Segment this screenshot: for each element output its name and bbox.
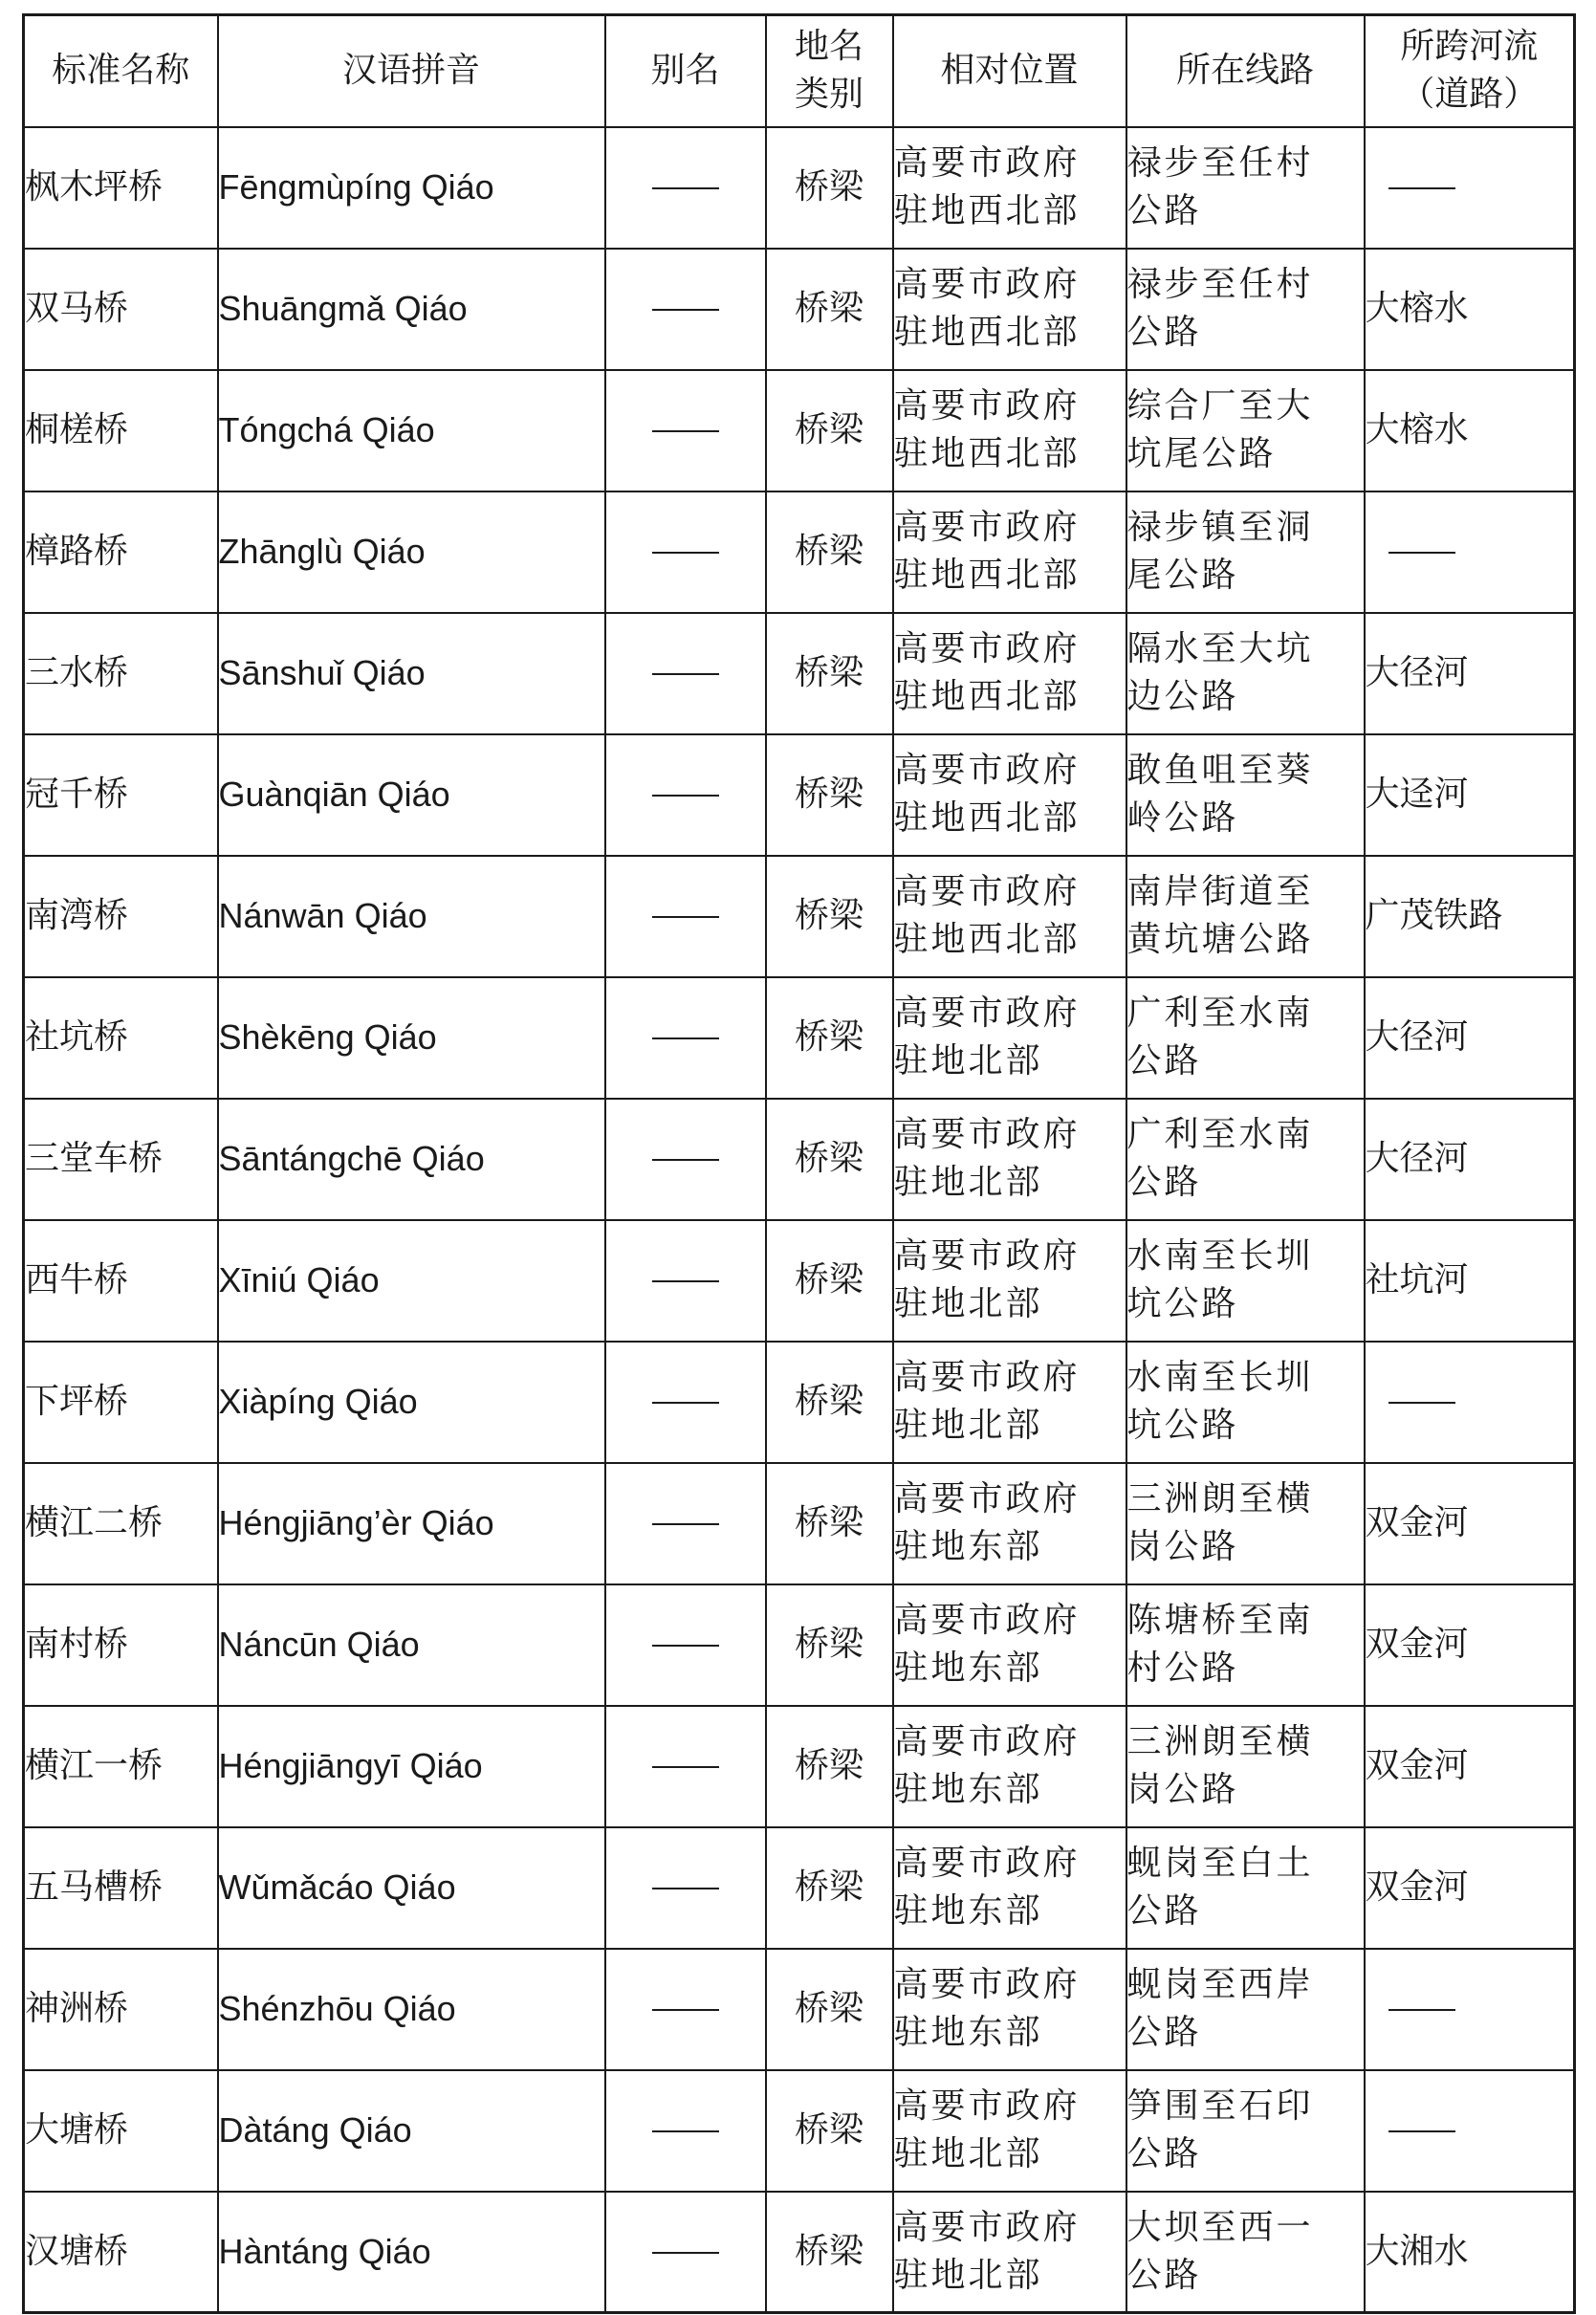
cell-route bbox=[1126, 1706, 1365, 1827]
cell-category: 桥梁 bbox=[766, 1463, 893, 1584]
cell-alias bbox=[605, 127, 766, 249]
cell-route bbox=[1126, 1463, 1365, 1584]
cell-crossed-river: 社坑河 bbox=[1365, 1220, 1575, 1342]
table-row bbox=[24, 1463, 1575, 1584]
cell-pinyin: Wǔmǎcáo Qiáo bbox=[218, 1827, 605, 1949]
cell-standard-name: 三水桥 bbox=[24, 613, 218, 734]
header-alias: 别名 bbox=[605, 15, 766, 127]
route-line1: 敢鱼咀至葵 bbox=[1126, 751, 1314, 790]
position-line1: 高要市政府 bbox=[893, 872, 1081, 911]
table-row bbox=[24, 856, 1575, 977]
position-line1: 高要市政府 bbox=[893, 265, 1081, 304]
position-line1: 高要市政府 bbox=[893, 2207, 1081, 2247]
cell-pinyin: Sānshuǐ Qiáo bbox=[218, 613, 605, 734]
table-row bbox=[24, 977, 1575, 1099]
table-body bbox=[24, 127, 1575, 2313]
cell-standard-name: 下坪桥 bbox=[24, 1342, 218, 1463]
cell-crossed-river: 大径河 bbox=[1365, 1099, 1575, 1220]
cell-category: 桥梁 bbox=[766, 2192, 893, 2313]
route-line2: 公路 bbox=[1126, 2134, 1202, 2173]
table-row bbox=[24, 249, 1575, 370]
table-row bbox=[24, 1099, 1575, 1220]
cell-standard-name: 冠千桥 bbox=[24, 734, 218, 856]
cell-crossed-river: 大榕水 bbox=[1365, 370, 1575, 491]
route-line1: 南岸街道至 bbox=[1126, 872, 1314, 911]
cell-crossed-river: 双金河 bbox=[1365, 1706, 1575, 1827]
cell-crossed-river bbox=[1365, 2070, 1575, 2192]
header-river-line2: （道路） bbox=[1400, 75, 1539, 115]
bridge-gazetteer-table bbox=[22, 13, 1576, 2314]
cell-route bbox=[1126, 249, 1365, 370]
cell-category: 桥梁 bbox=[766, 127, 893, 249]
route-line2: 公路 bbox=[1126, 2013, 1202, 2052]
cell-crossed-river bbox=[1365, 1949, 1575, 2070]
position-line1: 高要市政府 bbox=[893, 1844, 1081, 1883]
cell-alias bbox=[605, 1584, 766, 1706]
cell-alias bbox=[605, 1099, 766, 1220]
cell-relative-position bbox=[893, 977, 1126, 1099]
position-line1: 高要市政府 bbox=[893, 1358, 1081, 1397]
cell-route bbox=[1126, 977, 1365, 1099]
cell-standard-name: 枫木坪桥 bbox=[24, 127, 218, 249]
table-row bbox=[24, 1220, 1575, 1342]
position-line2: 驻地西北部 bbox=[893, 191, 1081, 230]
route-line1: 笋围至石印 bbox=[1126, 2086, 1314, 2126]
cell-crossed-river bbox=[1365, 127, 1575, 249]
position-line2: 驻地西北部 bbox=[893, 556, 1081, 595]
cell-alias bbox=[605, 249, 766, 370]
route-line2: 黄坑塘公路 bbox=[1126, 920, 1314, 959]
position-line2: 驻地东部 bbox=[893, 1770, 1043, 1809]
cell-alias bbox=[605, 491, 766, 613]
position-line2: 驻地北部 bbox=[893, 2255, 1043, 2295]
cell-crossed-river: 广茂铁路 bbox=[1365, 856, 1575, 977]
route-line2: 公路 bbox=[1126, 313, 1202, 352]
cell-standard-name: 樟路桥 bbox=[24, 491, 218, 613]
cell-route bbox=[1126, 1099, 1365, 1220]
route-line2: 公路 bbox=[1126, 2255, 1202, 2295]
position-line2: 驻地西北部 bbox=[893, 920, 1081, 959]
position-line2: 驻地北部 bbox=[893, 2134, 1043, 2173]
cell-alias-dash bbox=[652, 1037, 719, 1039]
header-route: 所在线路 bbox=[1126, 15, 1365, 127]
cell-crossed-river: 双金河 bbox=[1365, 1463, 1575, 1584]
cell-category: 桥梁 bbox=[766, 2070, 893, 2192]
cell-relative-position bbox=[893, 2070, 1126, 2192]
position-line2: 驻地北部 bbox=[893, 1406, 1043, 1445]
cell-pinyin: Xīniú Qiáo bbox=[218, 1220, 605, 1342]
route-line2: 岭公路 bbox=[1126, 798, 1239, 838]
cell-alias bbox=[605, 613, 766, 734]
cell-alias-dash bbox=[652, 916, 719, 918]
cell-alias-dash bbox=[652, 2009, 719, 2011]
cell-pinyin: Náncūn Qiáo bbox=[218, 1584, 605, 1706]
cell-crossed-river-dash bbox=[1388, 552, 1455, 554]
cell-alias-dash bbox=[652, 309, 719, 311]
cell-route bbox=[1126, 370, 1365, 491]
cell-pinyin: Shuāngmǎ Qiáo bbox=[218, 249, 605, 370]
cell-crossed-river-dash bbox=[1388, 2130, 1455, 2132]
cell-alias bbox=[605, 1342, 766, 1463]
route-line1: 隔水至大坑 bbox=[1126, 629, 1314, 668]
cell-relative-position bbox=[893, 856, 1126, 977]
cell-pinyin: Dàtáng Qiáo bbox=[218, 2070, 605, 2192]
route-line2: 公路 bbox=[1126, 1163, 1202, 1202]
route-line1: 蚬岗至西岸 bbox=[1126, 1965, 1314, 2004]
position-line2: 驻地西北部 bbox=[893, 434, 1081, 473]
cell-alias-dash bbox=[652, 2130, 719, 2132]
cell-alias-dash bbox=[652, 187, 719, 189]
cell-standard-name: 横江二桥 bbox=[24, 1463, 218, 1584]
cell-alias-dash bbox=[652, 430, 719, 432]
route-line2: 坑公路 bbox=[1126, 1406, 1239, 1445]
cell-route bbox=[1126, 1342, 1365, 1463]
cell-route bbox=[1126, 491, 1365, 613]
position-line2: 驻地北部 bbox=[893, 1163, 1043, 1202]
cell-alias-dash bbox=[652, 2252, 719, 2254]
header-river-line1: 所跨河流 bbox=[1400, 27, 1539, 67]
cell-crossed-river-dash bbox=[1388, 1402, 1455, 1404]
route-line1: 水南至长圳 bbox=[1126, 1358, 1314, 1397]
cell-alias bbox=[605, 1827, 766, 1949]
cell-route bbox=[1126, 1584, 1365, 1706]
cell-category: 桥梁 bbox=[766, 491, 893, 613]
cell-alias bbox=[605, 1463, 766, 1584]
position-line1: 高要市政府 bbox=[893, 1722, 1081, 1761]
route-line1: 三洲朗至横 bbox=[1126, 1479, 1314, 1518]
cell-pinyin: Fēngmùpíng Qiáo bbox=[218, 127, 605, 249]
position-line1: 高要市政府 bbox=[893, 1965, 1081, 2004]
position-line1: 高要市政府 bbox=[893, 751, 1081, 790]
table-row bbox=[24, 127, 1575, 249]
position-line2: 驻地北部 bbox=[893, 1041, 1043, 1081]
table-row bbox=[24, 2070, 1575, 2192]
cell-alias bbox=[605, 856, 766, 977]
route-line1: 禄步镇至洞 bbox=[1126, 508, 1314, 547]
table-row bbox=[24, 1342, 1575, 1463]
cell-alias-dash bbox=[652, 1766, 719, 1768]
cell-alias bbox=[605, 1706, 766, 1827]
cell-alias bbox=[605, 2192, 766, 2313]
cell-pinyin: Sāntángchē Qiáo bbox=[218, 1099, 605, 1220]
cell-category: 桥梁 bbox=[766, 249, 893, 370]
cell-crossed-river-dash bbox=[1388, 187, 1455, 189]
cell-category: 桥梁 bbox=[766, 977, 893, 1099]
cell-standard-name: 桐槎桥 bbox=[24, 370, 218, 491]
cell-route bbox=[1126, 613, 1365, 734]
cell-route bbox=[1126, 856, 1365, 977]
cell-route bbox=[1126, 2070, 1365, 2192]
route-line1: 水南至长圳 bbox=[1126, 1236, 1314, 1276]
position-line1: 高要市政府 bbox=[893, 1601, 1081, 1640]
cell-standard-name: 神洲桥 bbox=[24, 1949, 218, 2070]
cell-relative-position bbox=[893, 1827, 1126, 1949]
cell-alias-dash bbox=[652, 1645, 719, 1647]
table-row bbox=[24, 370, 1575, 491]
position-line1: 高要市政府 bbox=[893, 1479, 1081, 1518]
cell-category: 桥梁 bbox=[766, 613, 893, 734]
table-row bbox=[24, 613, 1575, 734]
route-line2: 村公路 bbox=[1126, 1649, 1239, 1688]
header-crossed-river bbox=[1365, 15, 1575, 127]
cell-standard-name: 五马槽桥 bbox=[24, 1827, 218, 1949]
cell-relative-position bbox=[893, 1584, 1126, 1706]
position-line2: 驻地西北部 bbox=[893, 798, 1081, 838]
cell-crossed-river: 大径河 bbox=[1365, 613, 1575, 734]
table-row bbox=[24, 2192, 1575, 2313]
cell-alias bbox=[605, 1949, 766, 2070]
cell-pinyin: Hàntáng Qiáo bbox=[218, 2192, 605, 2313]
cell-category: 桥梁 bbox=[766, 370, 893, 491]
table-row bbox=[24, 491, 1575, 613]
route-line1: 三洲朗至横 bbox=[1126, 1722, 1314, 1761]
cell-pinyin: Tóngchá Qiáo bbox=[218, 370, 605, 491]
cell-alias bbox=[605, 2070, 766, 2192]
cell-pinyin: Shénzhōu Qiáo bbox=[218, 1949, 605, 2070]
cell-standard-name: 三堂车桥 bbox=[24, 1099, 218, 1220]
position-line2: 驻地北部 bbox=[893, 1284, 1043, 1323]
cell-relative-position bbox=[893, 1342, 1126, 1463]
table-row bbox=[24, 1949, 1575, 2070]
cell-standard-name: 南湾桥 bbox=[24, 856, 218, 977]
cell-standard-name: 大塘桥 bbox=[24, 2070, 218, 2192]
cell-relative-position bbox=[893, 734, 1126, 856]
cell-relative-position bbox=[893, 127, 1126, 249]
header-standard-name: 标准名称 bbox=[24, 15, 218, 127]
route-line1: 广利至水南 bbox=[1126, 994, 1314, 1033]
cell-category: 桥梁 bbox=[766, 1827, 893, 1949]
table-row bbox=[24, 1706, 1575, 1827]
position-line2: 驻地东部 bbox=[893, 1891, 1043, 1931]
cell-crossed-river bbox=[1365, 1342, 1575, 1463]
cell-relative-position bbox=[893, 249, 1126, 370]
cell-standard-name: 西牛桥 bbox=[24, 1220, 218, 1342]
route-line2: 岗公路 bbox=[1126, 1770, 1239, 1809]
position-line1: 高要市政府 bbox=[893, 1236, 1081, 1276]
route-line2: 公路 bbox=[1126, 191, 1202, 230]
cell-crossed-river: 大径河 bbox=[1365, 977, 1575, 1099]
cell-standard-name: 汉塘桥 bbox=[24, 2192, 218, 2313]
cell-route bbox=[1126, 127, 1365, 249]
cell-alias-dash bbox=[652, 795, 719, 797]
table-row bbox=[24, 734, 1575, 856]
table-row bbox=[24, 1584, 1575, 1706]
header-category-line1: 地名 bbox=[794, 27, 864, 67]
route-line1: 大坝至西一 bbox=[1126, 2207, 1314, 2247]
cell-relative-position bbox=[893, 1099, 1126, 1220]
cell-pinyin: Xiàpíng Qiáo bbox=[218, 1342, 605, 1463]
cell-alias bbox=[605, 370, 766, 491]
route-line1: 陈塘桥至南 bbox=[1126, 1601, 1314, 1640]
cell-pinyin: Guànqiān Qiáo bbox=[218, 734, 605, 856]
cell-category: 桥梁 bbox=[766, 1949, 893, 2070]
route-line2: 尾公路 bbox=[1126, 556, 1239, 595]
cell-relative-position bbox=[893, 1949, 1126, 2070]
position-line1: 高要市政府 bbox=[893, 994, 1081, 1033]
cell-alias-dash bbox=[652, 673, 719, 675]
route-line2: 坑尾公路 bbox=[1126, 434, 1277, 473]
position-line2: 驻地东部 bbox=[893, 2013, 1043, 2052]
cell-route bbox=[1126, 1949, 1365, 2070]
cell-pinyin: Zhānglù Qiáo bbox=[218, 491, 605, 613]
route-line1: 蚬岗至白土 bbox=[1126, 1844, 1314, 1883]
position-line1: 高要市政府 bbox=[893, 386, 1081, 426]
position-line1: 高要市政府 bbox=[893, 143, 1081, 183]
cell-alias bbox=[605, 977, 766, 1099]
cell-alias-dash bbox=[652, 1523, 719, 1525]
cell-crossed-river-dash bbox=[1388, 2009, 1455, 2011]
position-line2: 驻地西北部 bbox=[893, 313, 1081, 352]
cell-relative-position bbox=[893, 491, 1126, 613]
cell-pinyin: Shèkēng Qiáo bbox=[218, 977, 605, 1099]
cell-standard-name: 双马桥 bbox=[24, 249, 218, 370]
route-line2: 边公路 bbox=[1126, 677, 1239, 716]
cell-category: 桥梁 bbox=[766, 1220, 893, 1342]
cell-alias-dash bbox=[652, 1888, 719, 1889]
cell-pinyin: Nánwān Qiáo bbox=[218, 856, 605, 977]
route-line1: 广利至水南 bbox=[1126, 1115, 1314, 1154]
cell-route bbox=[1126, 1220, 1365, 1342]
cell-crossed-river: 大湘水 bbox=[1365, 2192, 1575, 2313]
cell-relative-position bbox=[893, 370, 1126, 491]
cell-standard-name: 南村桥 bbox=[24, 1584, 218, 1706]
cell-alias bbox=[605, 734, 766, 856]
cell-relative-position bbox=[893, 1220, 1126, 1342]
cell-relative-position bbox=[893, 1463, 1126, 1584]
route-line1: 禄步至任村 bbox=[1126, 265, 1314, 304]
position-line2: 驻地东部 bbox=[893, 1527, 1043, 1566]
position-line1: 高要市政府 bbox=[893, 508, 1081, 547]
header-row bbox=[24, 15, 1575, 127]
cell-crossed-river: 大榕水 bbox=[1365, 249, 1575, 370]
cell-alias-dash bbox=[652, 552, 719, 554]
route-line1: 禄步至任村 bbox=[1126, 143, 1314, 183]
cell-category: 桥梁 bbox=[766, 734, 893, 856]
cell-pinyin: Héngjiāng’èr Qiáo bbox=[218, 1463, 605, 1584]
cell-crossed-river bbox=[1365, 491, 1575, 613]
cell-crossed-river: 双金河 bbox=[1365, 1827, 1575, 1949]
route-line2: 坑公路 bbox=[1126, 1284, 1239, 1323]
cell-route bbox=[1126, 734, 1365, 856]
table-row bbox=[24, 1827, 1575, 1949]
cell-relative-position bbox=[893, 613, 1126, 734]
cell-standard-name: 横江一桥 bbox=[24, 1706, 218, 1827]
position-line2: 驻地东部 bbox=[893, 1649, 1043, 1688]
cell-alias bbox=[605, 1220, 766, 1342]
position-line2: 驻地西北部 bbox=[893, 677, 1081, 716]
header-category-line2: 类别 bbox=[794, 75, 864, 115]
position-line1: 高要市政府 bbox=[893, 629, 1081, 668]
header-relative-position: 相对位置 bbox=[893, 15, 1126, 127]
header-category bbox=[766, 15, 893, 127]
cell-category: 桥梁 bbox=[766, 1342, 893, 1463]
cell-standard-name: 社坑桥 bbox=[24, 977, 218, 1099]
cell-crossed-river: 双金河 bbox=[1365, 1584, 1575, 1706]
route-line2: 公路 bbox=[1126, 1041, 1202, 1081]
cell-alias-dash bbox=[652, 1159, 719, 1161]
cell-alias-dash bbox=[652, 1280, 719, 1282]
cell-route bbox=[1126, 2192, 1365, 2313]
cell-category: 桥梁 bbox=[766, 1706, 893, 1827]
position-line1: 高要市政府 bbox=[893, 2086, 1081, 2126]
position-line1: 高要市政府 bbox=[893, 1115, 1081, 1154]
cell-relative-position bbox=[893, 2192, 1126, 2313]
cell-category: 桥梁 bbox=[766, 1099, 893, 1220]
cell-relative-position bbox=[893, 1706, 1126, 1827]
cell-crossed-river: 大迳河 bbox=[1365, 734, 1575, 856]
route-line2: 公路 bbox=[1126, 1891, 1202, 1931]
cell-route bbox=[1126, 1827, 1365, 1949]
cell-alias-dash bbox=[652, 1402, 719, 1404]
cell-pinyin: Héngjiāngyī Qiáo bbox=[218, 1706, 605, 1827]
cell-category: 桥梁 bbox=[766, 856, 893, 977]
route-line1: 综合厂至大 bbox=[1126, 386, 1314, 426]
route-line2: 岗公路 bbox=[1126, 1527, 1239, 1566]
cell-category: 桥梁 bbox=[766, 1584, 893, 1706]
header-pinyin: 汉语拼音 bbox=[218, 15, 605, 127]
